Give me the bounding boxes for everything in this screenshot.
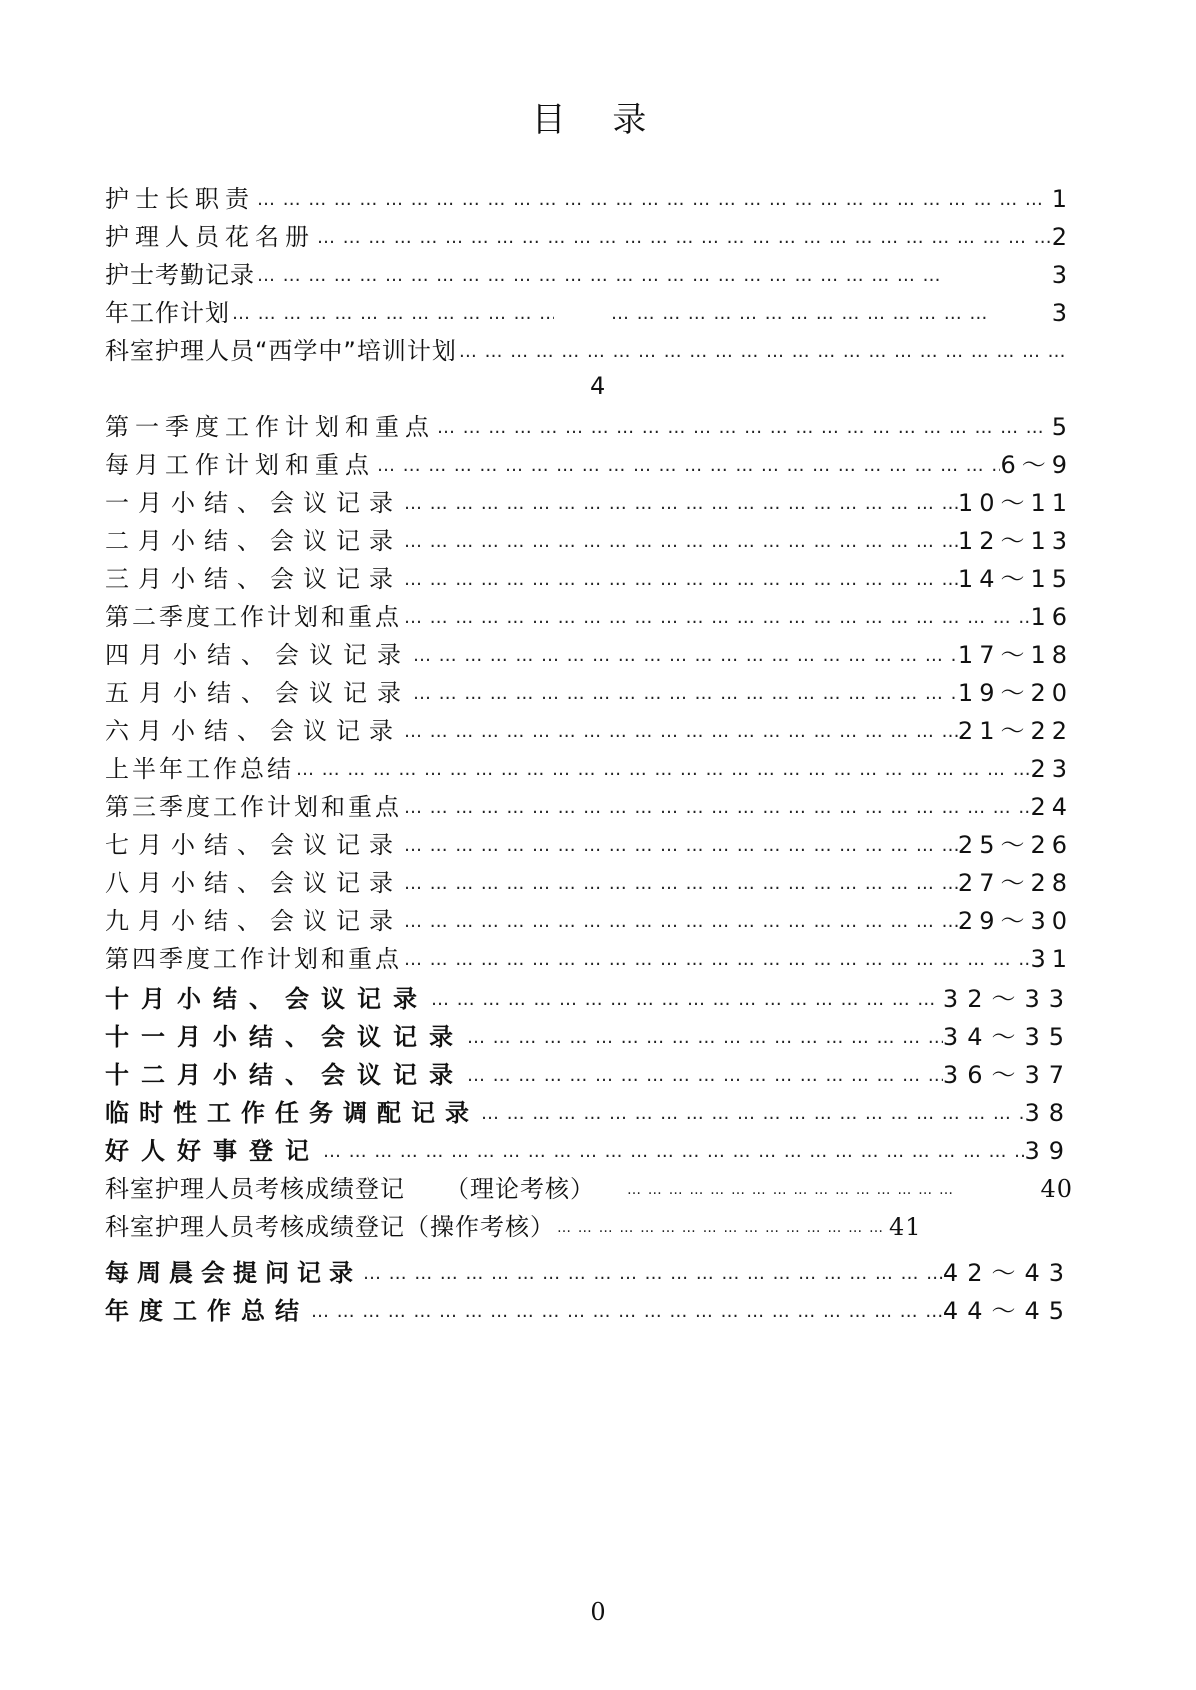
toc-entry-page: 23 (1030, 755, 1073, 783)
toc-entry-page: 10～11 (957, 489, 1073, 517)
toc-entry-label: 护理人员花名册 (105, 223, 315, 251)
toc-entry-page: 42～43 (942, 1259, 1073, 1287)
toc-entry[interactable] (105, 670, 1073, 708)
toc-entry-page: 21～22 (957, 717, 1073, 745)
toc-entry[interactable] (105, 1128, 1073, 1166)
toc-entry[interactable] (105, 328, 1073, 366)
toc-entry[interactable] (105, 214, 1073, 252)
toc-leader-dots (402, 946, 1030, 974)
toc-entry-label: 二月小结、会议记录 (105, 527, 402, 555)
toc-entry-label: 第一季度工作计划和重点 (105, 413, 435, 441)
toc-leader-dots (375, 452, 1000, 480)
toc-entry-label: 临时性工作任务调配记录 (105, 1099, 479, 1127)
toc-leader-dots (465, 1062, 943, 1090)
toc-entry-label: 科室护理人员“西学中”培训计划 (105, 337, 457, 365)
toc-entry-page: 39 (1024, 1137, 1073, 1165)
toc-leader-dots (402, 908, 958, 936)
toc-entry[interactable] (105, 822, 1073, 860)
toc-entry[interactable] (105, 1052, 1073, 1090)
toc-entry[interactable] (105, 784, 1073, 822)
toc-entry[interactable] (105, 594, 1073, 632)
toc-entry-page: 41 (889, 1213, 922, 1241)
toc-entry-label: 第三季度工作计划和重点 (105, 793, 402, 821)
toc-leader-dots (402, 794, 1030, 822)
toc-entry-page: 25～26 (957, 831, 1073, 859)
toc-leader-dots (402, 718, 958, 746)
toc-entry-page: 32～33 (942, 985, 1073, 1013)
toc-entry[interactable] (105, 1288, 1073, 1326)
toc-entry-page: 29～30 (957, 907, 1073, 935)
toc-entry-label: 科室护理人员考核成绩登记（操作考核） (105, 1213, 555, 1241)
toc-entry-page: 36～37 (942, 1061, 1073, 1089)
toc-entry-page: 34～35 (942, 1023, 1073, 1051)
toc-entry-page: 1 (1051, 185, 1073, 213)
toc-leader-dots (361, 1260, 943, 1288)
toc-entry-label: 五月小结、会议记录 (105, 679, 411, 707)
toc-entry-label: 四月小结、会议记录 (105, 641, 411, 669)
page-title: 目 录 (531, 100, 665, 140)
toc-entry-page: 38 (1024, 1099, 1073, 1127)
toc-entry-label: 八月小结、会议记录 (105, 869, 402, 897)
toc-entry[interactable] (105, 176, 1073, 214)
toc-entry-label: 十二月小结、会议记录 (105, 1061, 465, 1089)
toc-entry-label: 十月小结、会议记录 (105, 985, 429, 1013)
toc-entry[interactable] (105, 404, 1073, 442)
toc-leader-dots (411, 642, 958, 670)
toc-entry-page: 16 (1030, 603, 1073, 631)
toc-entry-label: 护士考勤记录 (105, 261, 255, 289)
toc-entry-label: 一月小结、会议记录 (105, 489, 402, 517)
toc-leader-dots (411, 680, 958, 708)
toc-entry[interactable] (105, 1250, 1073, 1288)
toc-entry-page: 12～13 (957, 527, 1073, 555)
toc-leader-dots (402, 870, 958, 898)
toc-entry[interactable] (105, 632, 1073, 670)
toc-entry[interactable] (105, 976, 1073, 1014)
toc-entry[interactable] (105, 480, 1073, 518)
toc-entry[interactable] (105, 252, 1073, 290)
toc-entry-page: 17～18 (957, 641, 1073, 669)
toc-entry-page: 19～20 (957, 679, 1073, 707)
toc-entry[interactable] (105, 518, 1073, 556)
toc-entry[interactable] (105, 442, 1073, 480)
toc-entry-page: 3 (1051, 261, 1073, 289)
toc-entry-label: 护士长职责 (105, 185, 255, 213)
toc-entry-label: 每周晨会提问记录 (105, 1259, 361, 1287)
toc-leader-dots (465, 1024, 943, 1052)
toc-entry-label: 六月小结、会议记录 (105, 717, 402, 745)
toc-entry-page-wrapped: 4 (590, 372, 606, 400)
toc-leader-dots (294, 756, 1030, 784)
toc-entry-page: 24 (1030, 793, 1073, 821)
toc-entry[interactable] (105, 746, 1073, 784)
toc-leader-dots (479, 1100, 1024, 1128)
toc-leader-dots (255, 262, 949, 290)
toc-entry-label: 九月小结、会议记录 (105, 907, 402, 935)
toc-entry-label: 好人好事登记 (105, 1137, 321, 1165)
toc-entry-label: 第四季度工作计划和重点 (105, 945, 402, 973)
toc-entry[interactable] (105, 936, 1073, 974)
toc-entry-label: 上半年工作总结 (105, 755, 294, 783)
toc-entry-label: 科室护理人员考核成绩登记 (105, 1175, 405, 1203)
toc-entry-label: 每月工作计划和重点 (105, 451, 375, 479)
toc-entry[interactable] (105, 556, 1073, 594)
toc-entry-label: 七月小结、会议记录 (105, 831, 402, 859)
toc-entry-page: 40 (1040, 1175, 1073, 1203)
toc-entry-page: 2 (1051, 223, 1073, 251)
toc-leader-dots (255, 186, 1052, 214)
toc-entry-label: 十一月小结、会议记录 (105, 1023, 465, 1051)
toc-entry[interactable] (105, 860, 1073, 898)
toc-leader-dots (402, 528, 958, 556)
toc-entry[interactable] (105, 1204, 1073, 1242)
toc-leader-dots (315, 224, 1052, 252)
toc-leader-dots (435, 414, 1052, 442)
toc-entry-page: 6～9 (1000, 451, 1073, 479)
toc-entry-sublabel: （理论考核） (445, 1175, 595, 1203)
toc-entry-page: 5 (1051, 413, 1073, 441)
toc-leader-dots (402, 566, 958, 594)
toc-entry-label: 第二季度工作计划和重点 (105, 603, 402, 631)
toc-entry-label: 年度工作总结 (105, 1297, 309, 1325)
toc-entry-page: 14～15 (957, 565, 1073, 593)
toc-leader-dots (429, 986, 943, 1014)
footer-page-number: 0 (590, 1598, 606, 1626)
toc-leader-dots (402, 604, 1030, 632)
toc-leader-dots (309, 1298, 943, 1326)
toc-leader-dots (402, 832, 958, 860)
toc-leader-dots (457, 338, 1073, 366)
toc-leader-dots (321, 1138, 1024, 1166)
toc-leader-dots (555, 1214, 889, 1242)
toc-entry[interactable] (105, 1014, 1073, 1052)
toc-entry[interactable] (105, 1166, 1073, 1204)
toc-entry[interactable] (105, 1090, 1073, 1128)
toc-entry-page: 44～45 (942, 1297, 1073, 1325)
toc-entry-label: 年工作计划 (105, 299, 230, 327)
toc-leader-dots (402, 490, 958, 518)
toc-entry-page: 27～28 (957, 869, 1073, 897)
toc-leader-dots (625, 1176, 959, 1204)
toc-entry-page: 3 (1051, 299, 1073, 327)
toc-entry[interactable] (105, 708, 1073, 746)
toc-entry[interactable] (105, 898, 1073, 936)
toc-entry-label: 三月小结、会议记录 (105, 565, 402, 593)
toc-entry[interactable] (105, 290, 1073, 328)
toc-leader-dots (609, 300, 993, 328)
toc-leader-dots (230, 300, 554, 328)
toc-entry-page: 31 (1030, 945, 1073, 973)
